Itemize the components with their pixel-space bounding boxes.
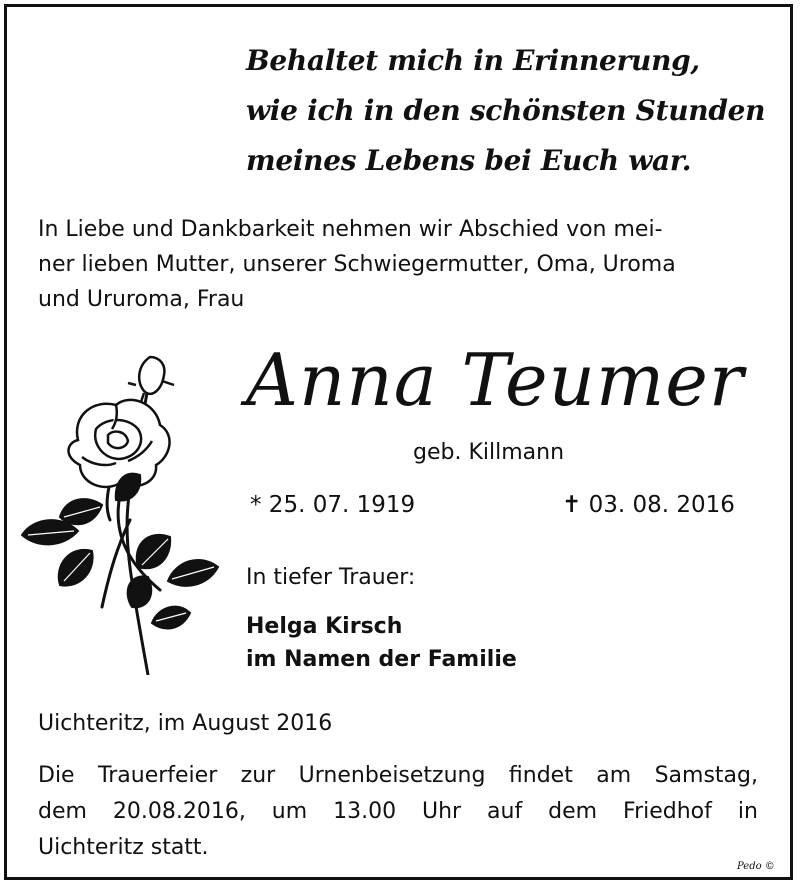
service-word: 20.08.2016,: [112, 799, 246, 824]
death-date: ✝ 03. 08. 2016: [562, 492, 735, 518]
service-word: Urnenbeisetzung: [298, 763, 486, 788]
mourning-label: In tiefer Trauer:: [246, 565, 416, 590]
intro-line: ner lieben Mutter, unserer Schwiegermutter, Oma, Uroma: [38, 252, 676, 277]
photo-credit: Pedo ©: [737, 861, 775, 872]
intro-line: und Ururoma, Frau: [38, 287, 245, 312]
service-word: am: [596, 763, 632, 788]
mourner-family: im Namen der Familie: [246, 647, 517, 672]
service-word: Uhr: [422, 799, 462, 824]
service-word: 13.00: [333, 799, 397, 824]
service-word: auf: [487, 799, 523, 824]
intro-line: In Liebe und Dankbarkeit nehmen wir Abschied von mei-: [38, 217, 663, 242]
poem-line: Behaltet mich in Erinnerung,: [246, 44, 700, 77]
memorial-poem: [246, 36, 765, 186]
mourner-block: [246, 610, 517, 676]
rose-icon: [20, 345, 225, 675]
service-word: Friedhof: [623, 799, 712, 824]
mourner-name: Helga Kirsch: [246, 614, 403, 639]
service-info: [38, 758, 760, 866]
service-word: Trauerfeier: [98, 763, 218, 788]
poem-line: wie ich in den schönsten Stunden: [246, 94, 766, 127]
deceased-name: Anna Teumer: [246, 338, 745, 422]
service-word: dem: [548, 799, 598, 824]
service-word: in: [737, 799, 758, 824]
service-word: zur: [240, 763, 276, 788]
service-word: Samstag,: [654, 763, 758, 788]
service-line: [38, 758, 758, 794]
service-word: dem: [38, 799, 87, 824]
maiden-name: geb. Killmann: [413, 440, 565, 465]
service-line: [38, 794, 758, 830]
service-line: Uichteritz statt.: [38, 835, 209, 860]
poem-line: meines Lebens bei Euch war.: [246, 144, 692, 177]
service-word: Die: [38, 763, 75, 788]
service-word: um: [271, 799, 308, 824]
place-date: Uichteritz, im August 2016: [38, 711, 333, 736]
intro-text: [38, 212, 760, 317]
birth-date: * 25. 07. 1919: [250, 492, 416, 518]
service-word: findet: [508, 763, 573, 788]
